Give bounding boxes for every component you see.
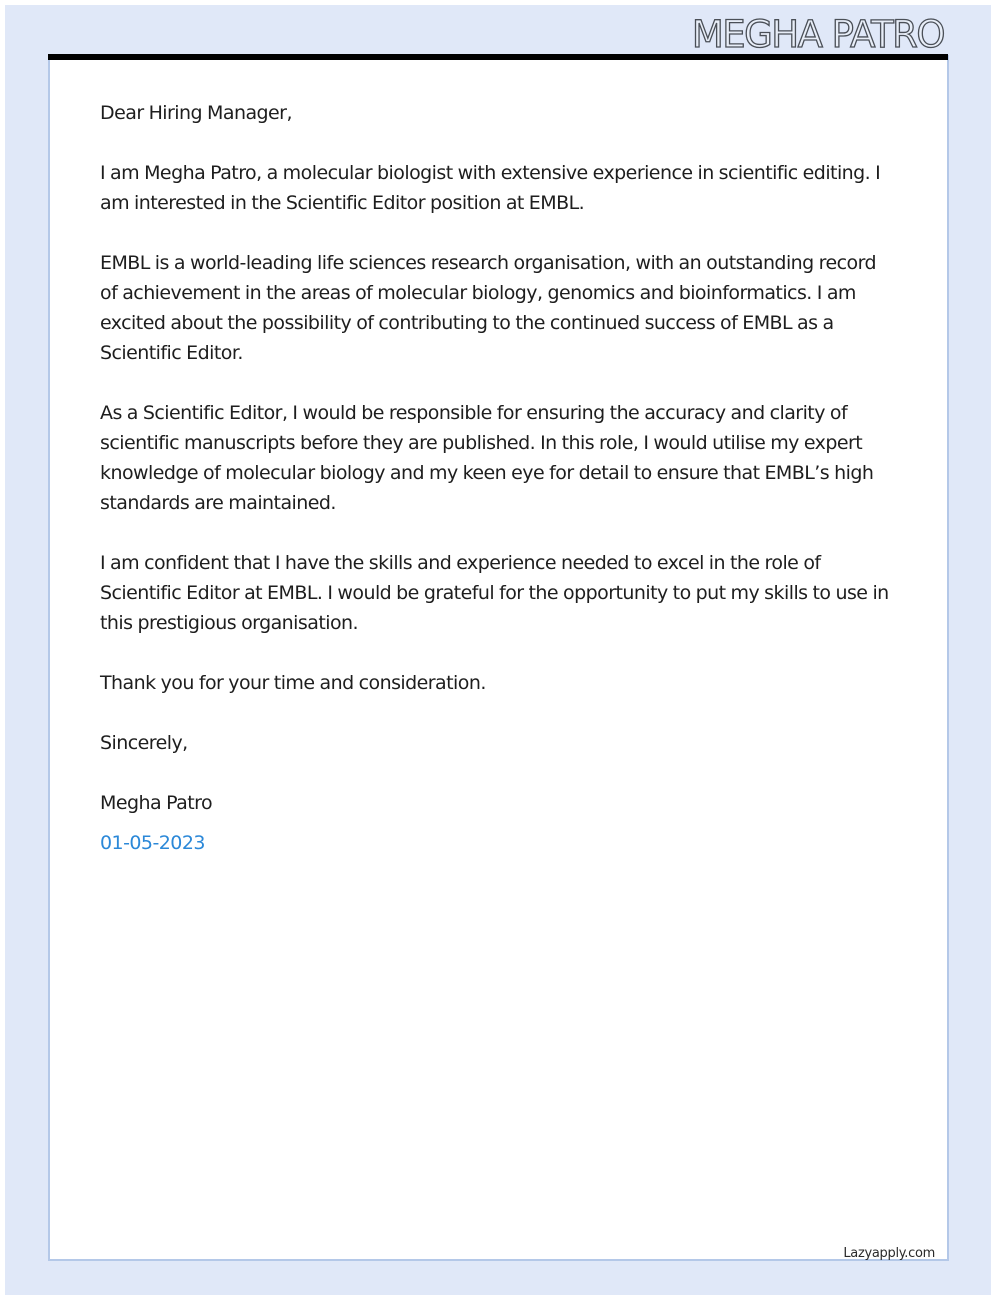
footer-brand: Lazyapply.com xyxy=(843,1246,935,1261)
applicant-name-heading: MEGHA PATRO xyxy=(691,13,944,56)
letter-date: 01-05-2023 xyxy=(100,832,205,854)
paragraph-role: As a Scientific Editor, I would be responsible for ensuring the accuracy and clarity of scientific manuscripts before they are published. In this role, I would utilise my expert knowledge of molecular biology and my keen eye for detail to ensure that EMBL’s high standards are maintained. xyxy=(100,402,874,514)
signature-name: Megha Patro xyxy=(100,792,213,814)
paragraph-confidence: I am confident that I have the skills and experience needed to excel in the role of Scientific Editor at EMBL. I would be grateful for the opportunity to put my skills to use in this prestigious organisation. xyxy=(100,552,889,634)
cover-letter-body xyxy=(100,98,890,858)
paragraph-intro: I am Megha Patro, a molecular biologist with extensive experience in scientific editing. I am interested in the Scientific Editor position at EMBL. xyxy=(100,162,881,214)
closing: Sincerely, xyxy=(100,732,188,754)
paragraph-organisation: EMBL is a world-leading life sciences research organisation, with an outstanding record of achievement in the areas of molecular biology, genomics and bioinformatics. I am excited about the possibility of contributing to the continued success of EMBL as a Scientific Editor. xyxy=(100,252,877,364)
salutation: Dear Hiring Manager, xyxy=(100,102,292,124)
paragraph-thanks: Thank you for your time and consideration. xyxy=(100,672,486,694)
